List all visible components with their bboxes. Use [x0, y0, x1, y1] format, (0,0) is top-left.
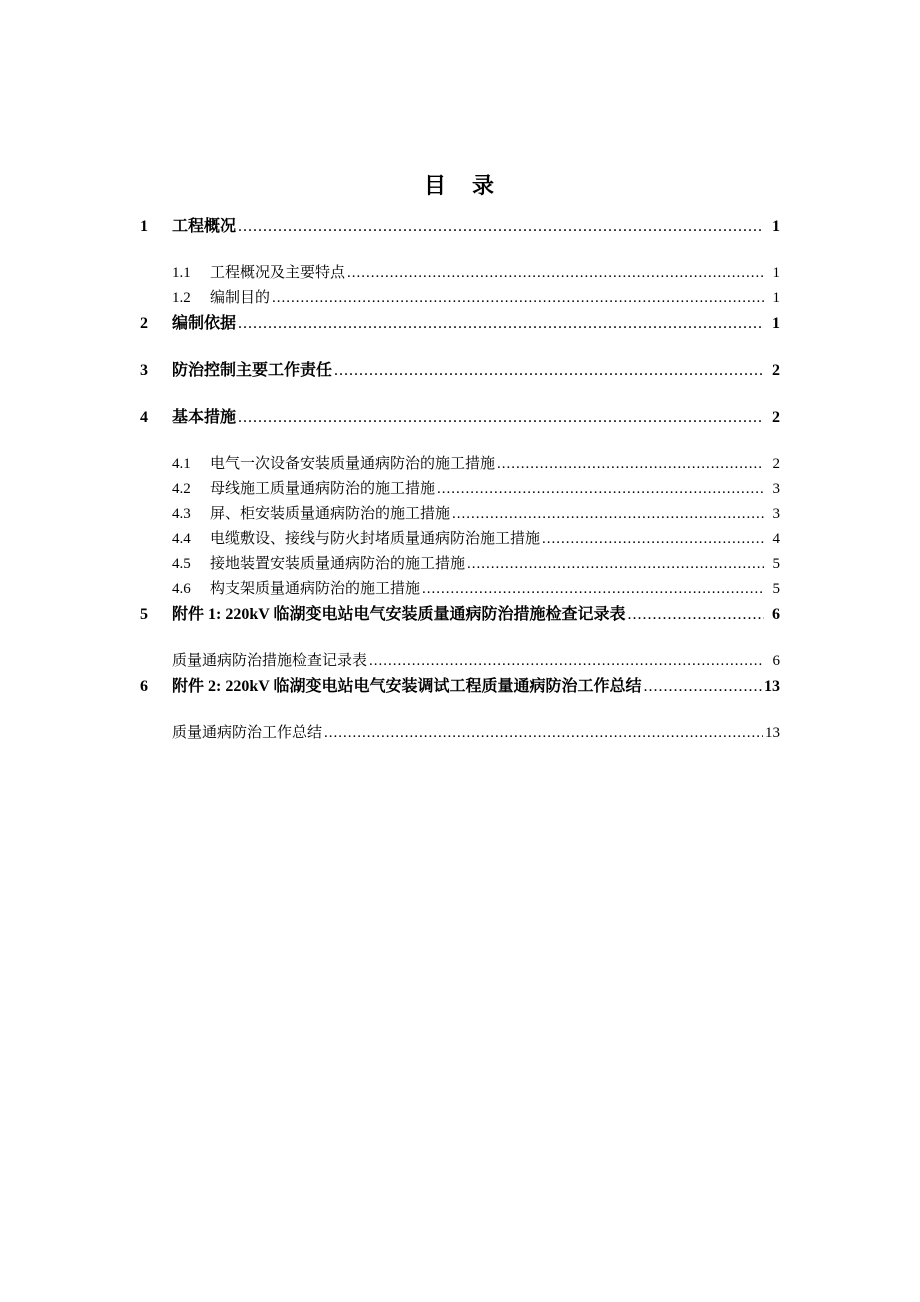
toc-leader-dots [324, 721, 763, 746]
toc-entry-label: 防治控制主要工作责任 [172, 362, 333, 379]
toc-entry-label: 电缆敷设、接线与防火封堵质量通病防治施工措施 [210, 531, 541, 547]
toc-entry-label: 附件 2: 220kV 临湖变电站电气安装调试工程质量通病防治工作总结 [172, 678, 642, 695]
toc-entry[interactable] [140, 286, 780, 311]
toc-entry-number: 4.5 [172, 556, 191, 572]
toc-entry-page: 4 [772, 531, 780, 547]
toc-entry-page: 3 [772, 506, 780, 522]
toc-entry-label: 接地装置安装质量通病防治的施工措施 [210, 556, 466, 572]
toc-entry-number: 5 [140, 606, 148, 623]
toc-entry-label: 质量通病防治措施检查记录表 [172, 653, 368, 669]
toc-leader-dots [422, 577, 764, 602]
toc-entry-label: 电气一次设备安装质量通病防治的施工措施 [210, 456, 496, 472]
toc-entry[interactable] [140, 405, 780, 430]
toc-entry-page: 1 [772, 218, 780, 235]
toc-entry-number: 6 [140, 678, 148, 695]
toc-entry-label: 母线施工质量通病防治的施工措施 [210, 481, 436, 497]
toc-entry[interactable] [140, 602, 780, 627]
toc-entry-number: 4.3 [172, 506, 191, 522]
toc-entry-label: 构支架质量通病防治的施工措施 [210, 581, 421, 597]
toc-entry-page: 5 [772, 556, 780, 572]
toc-entry[interactable] [140, 311, 780, 336]
toc-entry-page: 1 [772, 290, 780, 306]
toc-entry-label: 工程概况及主要特点 [210, 265, 346, 281]
toc-entry-page: 2 [772, 409, 780, 426]
toc-leader-dots [467, 552, 764, 577]
toc-title: 目 录 [423, 173, 496, 198]
toc-entry-number: 2 [140, 315, 148, 332]
toc-entry-page: 2 [772, 456, 780, 472]
toc-leader-dots [272, 286, 764, 311]
toc-entry-label: 附件 1: 220kV 临湖变电站电气安装质量通病防治措施检查记录表 [172, 606, 626, 623]
toc-leader-dots [238, 311, 764, 336]
toc-entry[interactable] [140, 358, 780, 383]
toc-entry-page: 3 [772, 481, 780, 497]
toc-entry[interactable] [140, 674, 780, 699]
toc-entry-number: 1.1 [172, 265, 191, 281]
toc-entry[interactable] [140, 527, 780, 552]
toc-entry-page: 13 [765, 725, 780, 741]
toc-entry[interactable] [140, 477, 780, 502]
toc-leader-dots [347, 261, 764, 286]
toc-leader-dots [497, 452, 764, 477]
toc-entry-page: 2 [772, 362, 780, 379]
toc-leader-dots [452, 502, 764, 527]
toc-entry-label: 工程概况 [172, 218, 237, 235]
toc-leader-dots [644, 674, 763, 699]
toc-entry-page: 1 [772, 265, 780, 281]
toc-leader-dots [628, 602, 765, 627]
toc-entry[interactable] [140, 452, 780, 477]
toc-entry-number: 4.6 [172, 581, 191, 597]
toc-entry-number: 3 [140, 362, 148, 379]
toc-entry-page: 5 [772, 581, 780, 597]
toc-leader-dots [334, 358, 764, 383]
toc-entry-label: 屏、柜安装质量通病防治的施工措施 [210, 506, 451, 522]
toc-entry-label: 质量通病防治工作总结 [172, 725, 323, 741]
toc-entry-number: 4.1 [172, 456, 191, 472]
toc-entry-label: 编制目的 [210, 290, 271, 306]
toc-entry-number: 4 [140, 409, 148, 426]
toc-content [140, 172, 780, 746]
toc-entry[interactable] [140, 649, 780, 674]
toc-entry[interactable] [140, 552, 780, 577]
toc-entry-number: 4.4 [172, 531, 191, 547]
toc-leader-dots [437, 477, 764, 502]
toc-entry-page: 6 [772, 653, 780, 669]
toc-leader-dots [238, 214, 764, 239]
toc-entry-number: 1 [140, 218, 148, 235]
toc-entry-page: 13 [764, 678, 780, 695]
toc-entry[interactable] [140, 577, 780, 602]
toc-entry-label: 编制依据 [172, 315, 237, 332]
toc-entry-number: 4.2 [172, 481, 191, 497]
toc-leader-dots [238, 405, 764, 430]
toc-entry-number: 1.2 [172, 290, 191, 306]
toc-entry[interactable] [140, 214, 780, 239]
toc-entry-page: 1 [772, 315, 780, 332]
toc-entry-label: 基本措施 [172, 409, 237, 426]
toc-entry[interactable] [140, 502, 780, 527]
toc-entry[interactable] [140, 261, 780, 286]
toc-leader-dots [542, 527, 764, 552]
toc-leader-dots [369, 649, 764, 674]
toc-entry[interactable] [140, 721, 780, 746]
toc-entry-page: 6 [772, 606, 780, 623]
